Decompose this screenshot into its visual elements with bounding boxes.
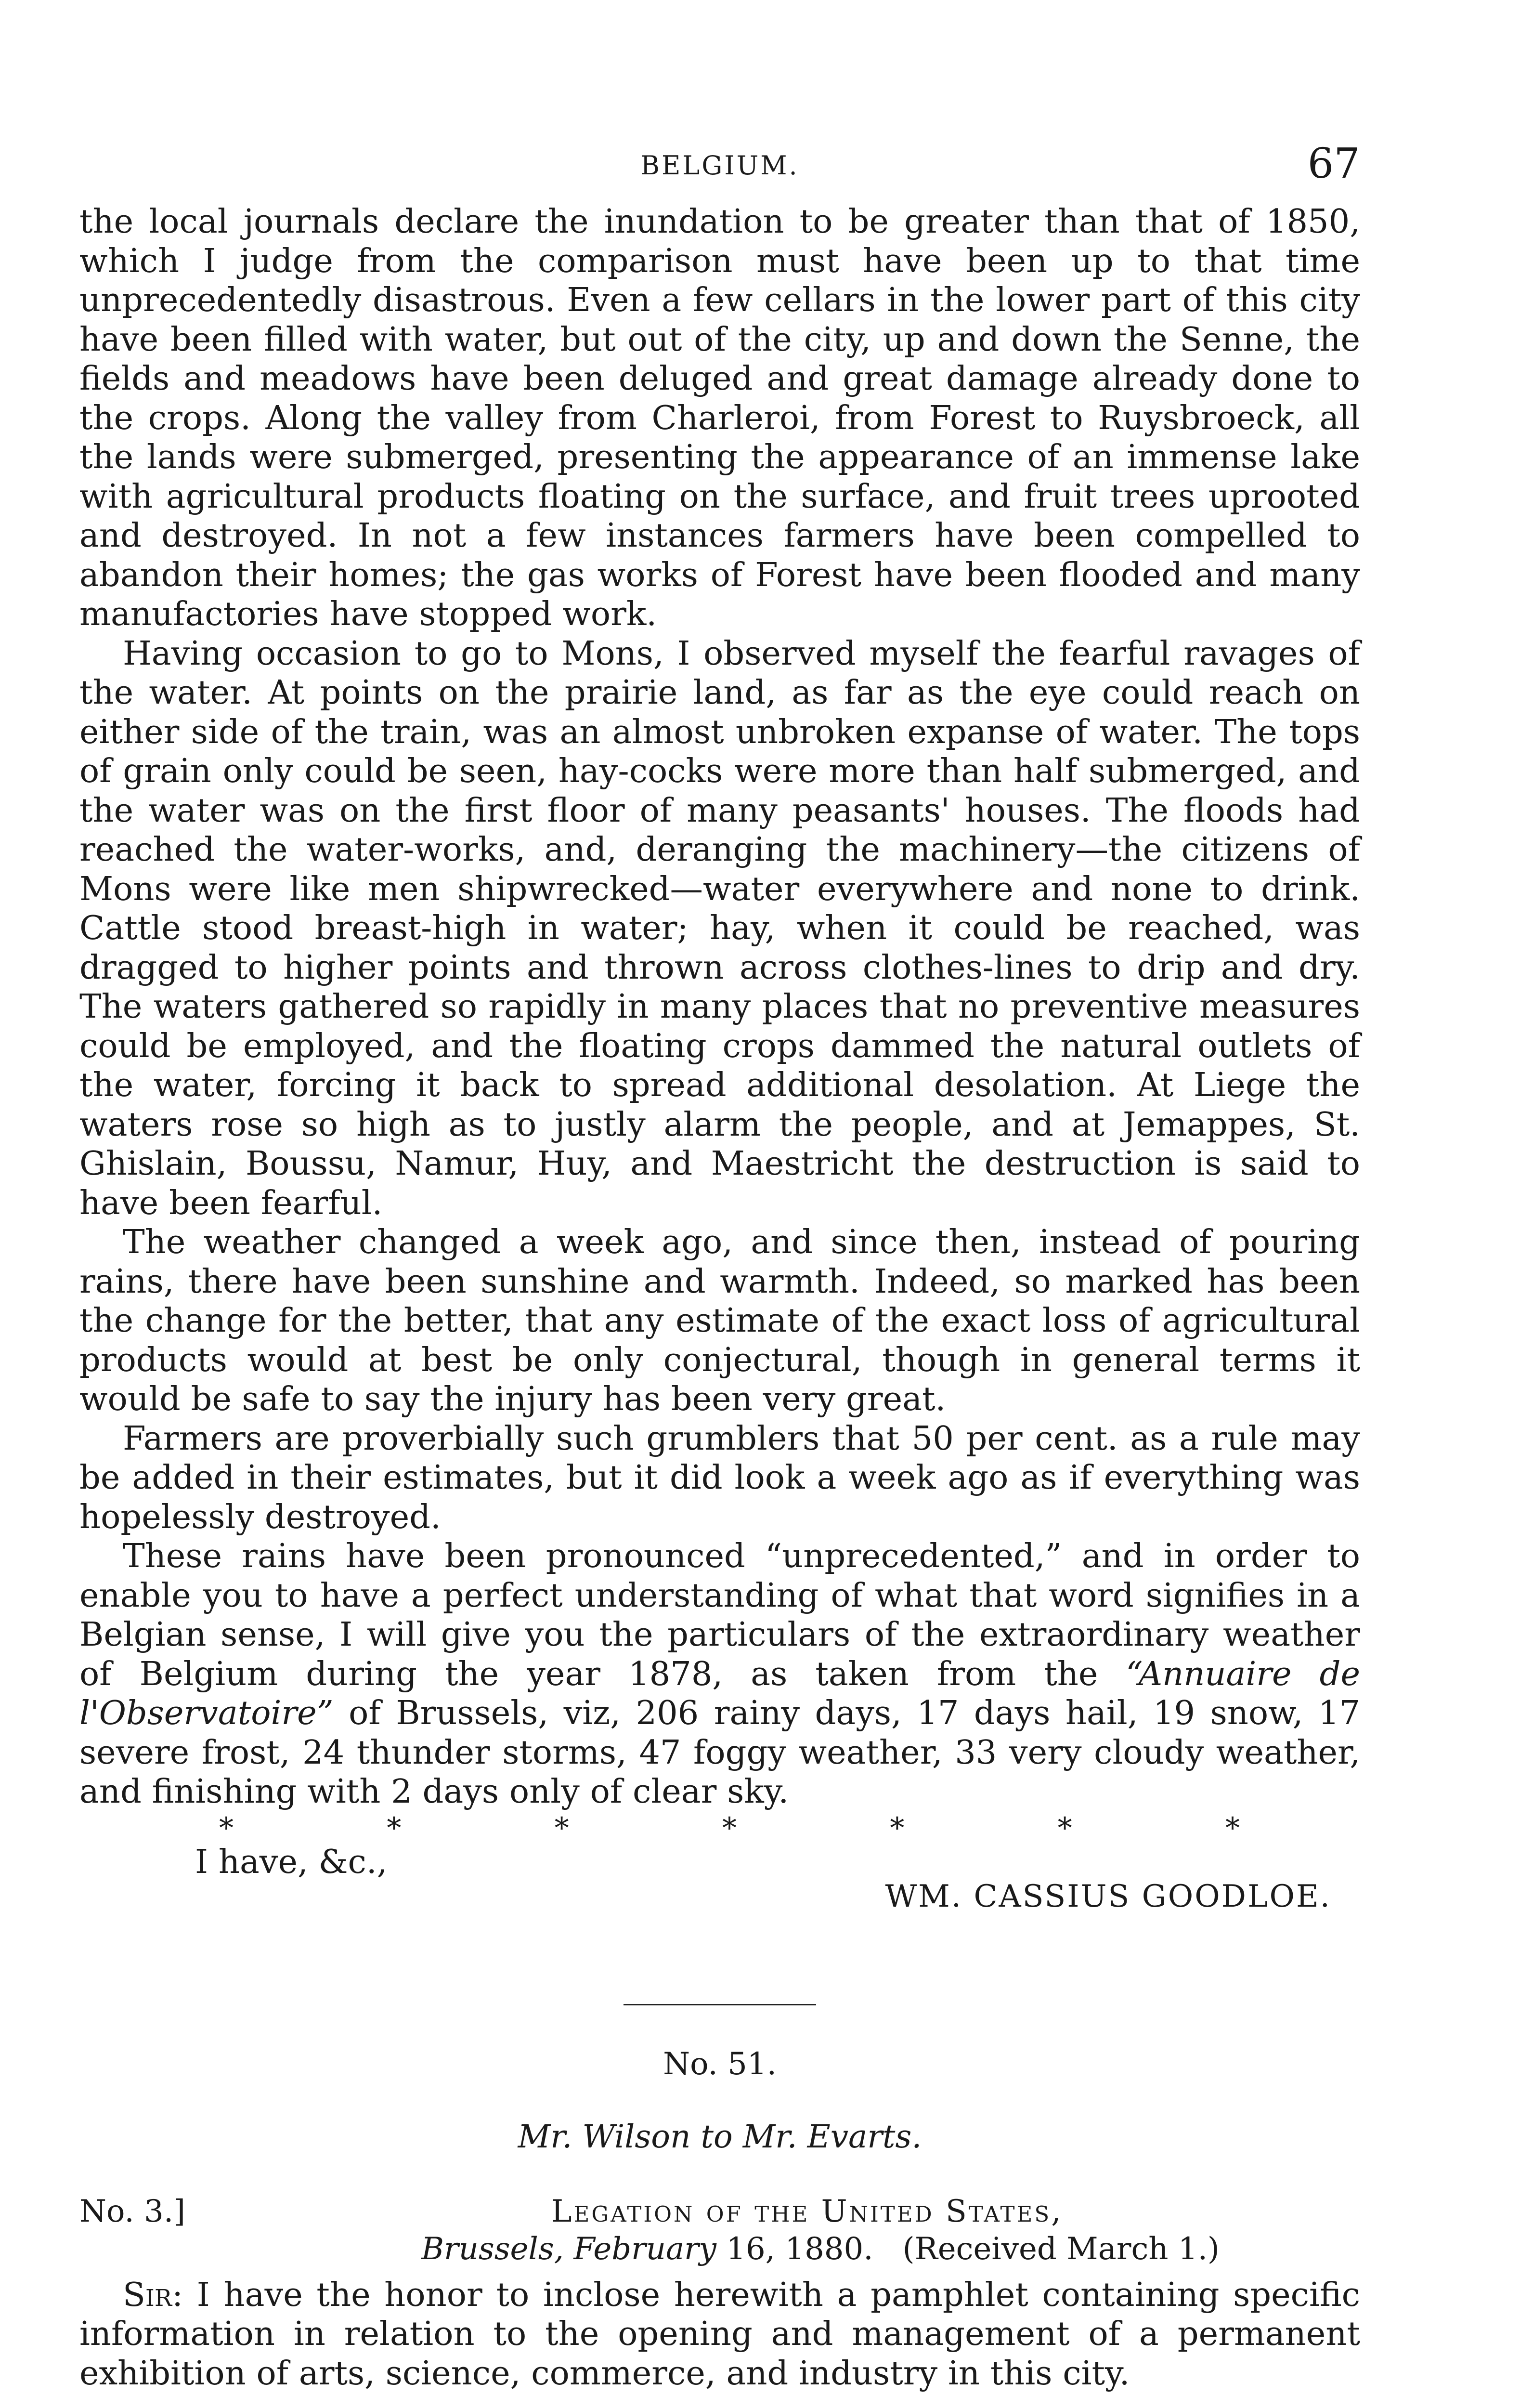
place-date-italic: Brussels, February bbox=[421, 2231, 716, 2267]
paragraph bbox=[79, 2276, 1360, 2394]
despatch-body bbox=[79, 2276, 1360, 2394]
star: * bbox=[387, 1811, 402, 1845]
running-title: BELGIUM. bbox=[640, 150, 799, 181]
received-note: (Received March 1.) bbox=[902, 2231, 1220, 2267]
page-number: 67 bbox=[1307, 140, 1360, 188]
legation-name: Legation of the United States, bbox=[551, 2193, 1063, 2229]
dateline bbox=[79, 2194, 1360, 2276]
star: * bbox=[1057, 1811, 1072, 1845]
star: * bbox=[722, 1811, 737, 1845]
signature: WM. CASSIUS GOODLOE. bbox=[885, 1878, 1331, 1914]
running-head bbox=[79, 140, 1360, 202]
salutation: Sir bbox=[123, 2275, 172, 2314]
paragraph: Farmers are proverbially such grumblers that 50 per cent. as a rule may be added in their estimates, but it did look a week ago as if everything was hopelessly destroyed. bbox=[79, 1419, 1360, 1536]
paragraph-text: of Brussels, viz, 206 rainy days, 17 days hail, 19 snow, 17 severe frost, 24 thunder storms, 47 foggy weather, 33 very cloudy weather, and finishing with 2 days only of clear sky. bbox=[79, 1694, 1360, 1811]
page-content bbox=[79, 140, 1360, 2393]
closing bbox=[79, 1843, 1360, 1934]
day-year: 16, 1880. bbox=[716, 2231, 873, 2267]
paragraph bbox=[79, 1537, 1360, 1812]
closing-salutation: I have, &c., bbox=[195, 1842, 388, 1881]
star: * bbox=[219, 1811, 234, 1845]
place-date bbox=[421, 2231, 1220, 2267]
star: * bbox=[890, 1811, 905, 1845]
document-number: No. 51. bbox=[663, 2046, 777, 2082]
paragraph-text: These rains have been pronounced “unprecedented,” and in order to enable you to have a perfect understanding of what that word signifies in a Belgian sense, I will give you the particulars of the extraordinary weather of Belgium during the year 1878, as taken from the bbox=[79, 1537, 1360, 1693]
paragraph: The weather changed a week ago, and since then, instead of pouring rains, there have been sunshine and warmth. Indeed, so marked has been the change for the better, that any estimate of the exact loss of agricultural products would at best be only conjectural, though in general terms it would be safe to say the injury has been very great. bbox=[79, 1223, 1360, 1418]
paragraph: Having occasion to go to Mons, I observed myself the fearful ravages of the water. At points on the prairie land, as far as the eye could reach on either side of the train, was an almost unbroken expanse of water. The tops of grain only could be seen, hay-cocks were more than half submerged, and the water was on the first floor of many peasants' houses. The floods had reached the water-works, and, deranging the machinery—the citizens of Mons were like men shipwrecked—water everywhere and none to drink. Cattle stood breast-high in water; hay, when it could be reached, was dragged to higher points and thrown across clothes-lines to drip and dry. The waters gathered so rapidly in many places that no preventive measures could be employed, and the floating crops dammed the natural outlets of the water, forcing it back to spread additional desolation. At Liege the waters rose so high as to justly alarm the people, and at Jemappes, St. Ghislain, Boussu, Namur, Huy, and Maestricht the destruction is said to have been fearful. bbox=[79, 634, 1360, 1222]
despatch-number: No. 3.] bbox=[79, 2193, 186, 2229]
section-divider bbox=[624, 2004, 816, 2005]
paragraph: the local journals declare the inundation to be greater than that of 1850, which I judge from the comparison must have been up to that time unprecedentedly disastrous. Even a few cellars in the lower part of this city have been filled with water, but out of the city, up and down the Senne, the fields and meadows have been deluged and great damage already done to the crops. Along the valley from Charleroi, from Forest to Ruysbroeck, all the lands were submerged, presenting the appearance of an immense lake with agricultural products floating on the surface, and fruit trees uprooted and destroyed. In not a few instances farmers have been compelled to abandon their homes; the gas works of Forest have been flooded and many manufactories have stopped work. bbox=[79, 202, 1360, 633]
star: * bbox=[1225, 1811, 1240, 1845]
star: * bbox=[554, 1811, 569, 1845]
document-subheading: Mr. Wilson to Mr. Evarts. bbox=[518, 2118, 922, 2155]
publication-title: “Annuaire de l'Observatoire” bbox=[79, 1654, 1361, 1732]
letter-body bbox=[79, 202, 1360, 1812]
paragraph-text: : I have the honor to inclose herewith a pamphlet containing specific information in relation to the opening and management of a permanent exhibition of arts, science, commerce, and industry in this city. bbox=[79, 2275, 1360, 2393]
ellipsis-stars bbox=[79, 1811, 1360, 1845]
